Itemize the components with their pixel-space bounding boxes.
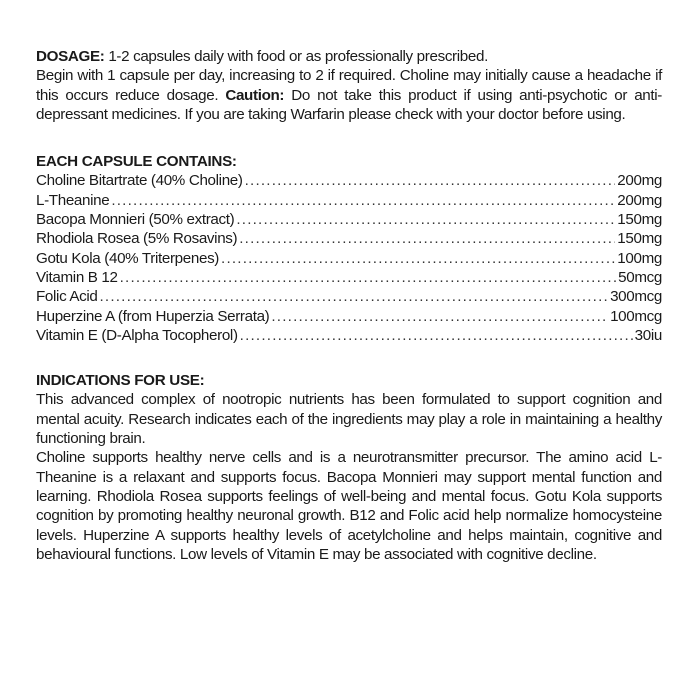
- ingredient-name: L-Theanine: [36, 191, 110, 209]
- ingredient-row: [36, 171, 662, 190]
- dot-leader: [221, 249, 615, 268]
- indications-heading: INDICATIONS FOR USE:: [36, 372, 205, 390]
- ingredient-amount: 150mg: [617, 230, 662, 248]
- ingredient-row: [36, 191, 662, 210]
- dot-leader: [111, 191, 615, 210]
- ingredient-row: [36, 326, 662, 345]
- ingredient-row: [36, 210, 662, 229]
- ingredient-amount: 150mg: [617, 211, 662, 229]
- dot-leader: [236, 210, 615, 229]
- dosage-first-line: [36, 47, 662, 66]
- ingredient-amount: 50mcg: [618, 268, 662, 286]
- capsule-contents-section: [36, 152, 662, 345]
- dot-leader: [100, 287, 609, 306]
- dot-leader: [239, 229, 615, 248]
- ingredient-amount: 200mg: [617, 191, 662, 209]
- dosage-section: [36, 47, 662, 124]
- dosage-guidance-text: Begin with 1 capsule per day, increasing to 2 if required. Choline may initially cause a headache if this occurs reduce dosage.: [36, 67, 662, 104]
- dot-leader: [120, 268, 617, 287]
- caution-label: Caution:: [225, 86, 285, 104]
- dot-leader: [271, 307, 608, 326]
- ingredient-name: Rhodiola Rosea (5% Rosavins): [36, 230, 238, 248]
- ingredient-row: [36, 229, 662, 248]
- ingredient-name: Gotu Kola (40% Triterpenes): [36, 249, 220, 267]
- dosage-instructions: 1-2 capsules daily with food or as professionally prescribed.: [108, 48, 488, 65]
- ingredient-amount: 300mcg: [610, 288, 662, 306]
- ingredient-row: [36, 287, 662, 306]
- indications-section: [36, 371, 662, 564]
- ingredient-amount: 100mcg: [610, 307, 662, 325]
- ingredient-name: Folic Acid: [36, 288, 98, 306]
- ingredient-row: [36, 268, 662, 287]
- ingredient-list: [36, 171, 662, 345]
- ingredient-name: Huperzine A (from Huperzia Serrata): [36, 307, 270, 325]
- ingredient-name: Vitamin B 12: [36, 268, 118, 286]
- dosage-heading: DOSAGE:: [36, 48, 105, 65]
- ingredient-name: Vitamin E (D-Alpha Tocopherol): [36, 326, 238, 344]
- indications-detail-paragraph: Choline supports healthy nerve cells and is a neurotransmitter precursor. The amino acid L-Theanine is a relaxant and supports focus. Bacopa Monnieri may support mental function and learning. Rhodiola Rosea supports feelings of well-being and mental focus. Gotu Kola supports cognition by promoting healthy neuronal growth. B12 and Folic acid help normalize homocysteine levels. Huperzine A supports healthy levels of acetylcholine and helps maintain, cognitive and behavioural functions. Low levels of Vitamin E may be associated with cognitive decline.: [36, 449, 662, 563]
- indications-intro-paragraph: This advanced complex of nootropic nutrients has been formulated to support cognition and mental acuity. Research indicates each of the ingredients may play a role in maintaining a healthy functioning brain.: [36, 391, 662, 448]
- ingredient-amount: 200mg: [617, 172, 662, 190]
- dosage-details: [36, 66, 662, 124]
- caution-text: Do not take this product if using anti-psychotic or anti-depressant medicines. If you are taking Warfarin please check with your doctor before using.: [36, 86, 662, 123]
- ingredient-amount: 30iu: [634, 326, 662, 344]
- ingredient-row: [36, 307, 662, 326]
- dot-leader: [245, 171, 616, 190]
- ingredient-name: Choline Bitartrate (40% Choline): [36, 172, 243, 190]
- dot-leader: [240, 326, 633, 345]
- ingredient-name: Bacopa Monnieri (50% extract): [36, 211, 235, 229]
- ingredient-amount: 100mg: [617, 249, 662, 267]
- capsule-contents-heading: EACH CAPSULE CONTAINS:: [36, 153, 237, 171]
- ingredient-row: [36, 249, 662, 268]
